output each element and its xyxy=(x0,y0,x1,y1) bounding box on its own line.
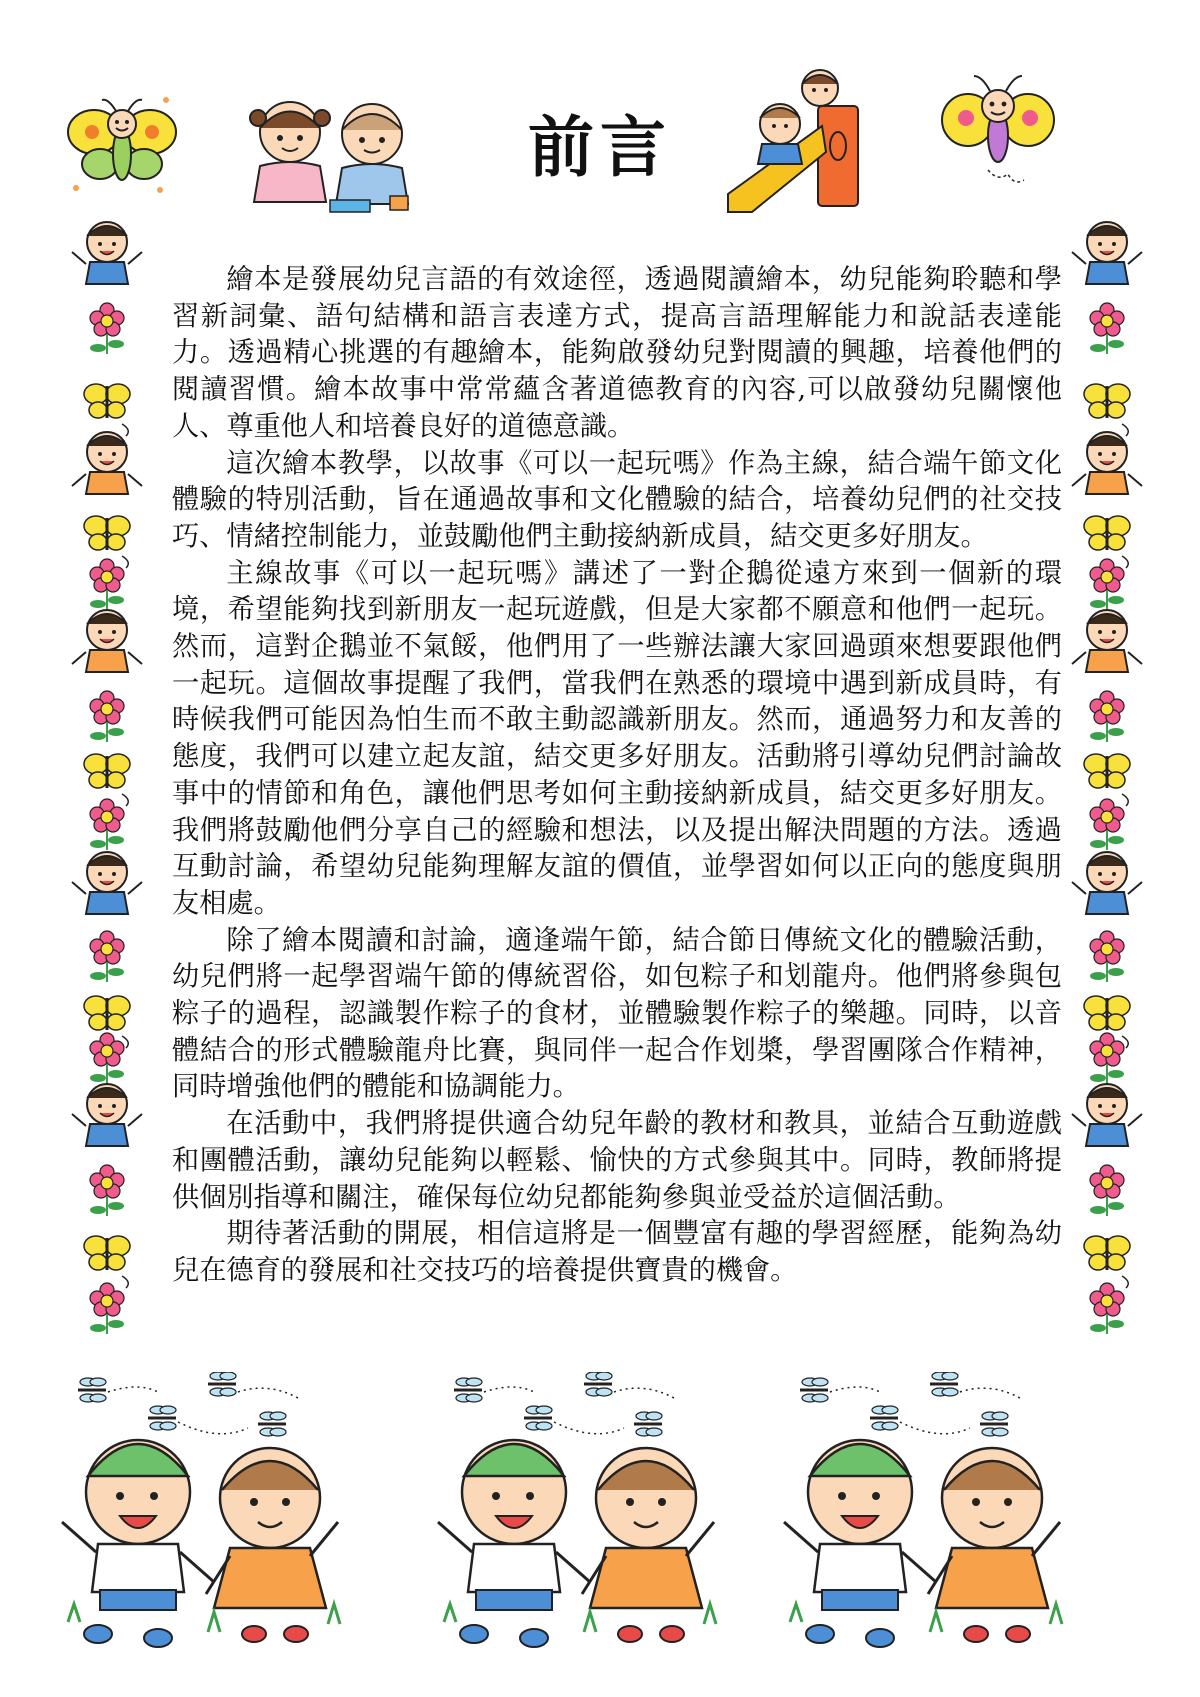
paragraph: 主線故事《可以一起玩嗎》講述了一對企鵝從遠方來到一個新的環境，希望能夠找到新朋友一起玩遊戲，但是大家都不願意和他們一起玩。然而，這對企鵝並不氣餒，他們用了一些辦法讓大家回過頭來想要跟他們一起玩。這個故事提醒了我們，當我們在熟悉的環境中遇到新成員時，有時候我們可能因為怕生而不敢主動認識新朋友。然而，通過努力和友善的態度，我們可以建立起友誼，結交更多好朋友。活動將引導幼兒們討論故事中的情節和角色，讓他們思考如何主動接納新成員，結交更多好朋友。我們將鼓勵他們分享自己的經驗和想法，以及提出解決問題的方法。透過互動討論，希望幼兒能夠理解友誼的價值，並學習如何以正向的態度與朋友相處。 xyxy=(172,557,1062,919)
butterfly-icon xyxy=(62,92,182,202)
page-title: 前言 xyxy=(528,109,672,186)
paragraph: 期待著活動的開展，相信這將是一個豐富有趣的學習經歷，能夠為幼兒在德育的發展和社交技巧的培養提供寶貴的機會。 xyxy=(172,1218,1062,1286)
paragraph: 除了繪本閱讀和討論，適逢端午節，結合節日傳統文化的體驗活動，幼兒們將一起學習端午節的傳統習俗，如包粽子和划龍舟。他們將參與包粽子的過程，認識製作粽子的食材，並體驗製作粽子的樂趣。同時，以音體結合的形式體驗龍舟比賽，與同伴一起合作划槳，學習團隊合作精神，同時增強他們的體能和協調能力。 xyxy=(172,924,1062,1103)
paragraph: 在活動中，我們將提供適合幼兒年齡的教材和教具，並結合互動遊戲和團體活動，讓幼兒能夠以輕鬆、愉快的方式參與其中。同時，教師將提供個別指導和關注，確保每位幼兒都能夠參與並受益於這個活動。 xyxy=(172,1108,1062,1213)
left-decorative-border xyxy=(62,218,152,1348)
children-playing-icon xyxy=(240,90,430,220)
body-text xyxy=(172,262,1062,1290)
slide-children-icon xyxy=(718,66,878,216)
paragraph: 繪本是發展幼兒言語的有效途徑，透過閱讀繪本，幼兒能夠聆聽和學習新詞彙、語句結構和語言表達方式，提高言語理解能力和說話表達能力。透過精心挑選的有趣繪本，能夠啟發幼兒對閱讀的興趣，培養他們的閱讀習慣。繪本故事中常常蘊含著道德教育的內容,可以啟發幼兒關懷他人、尊重他人和培養良好的道德意識。 xyxy=(172,264,1062,442)
butterfly-icon xyxy=(938,70,1058,190)
right-decorative-border xyxy=(1062,218,1152,1348)
paragraph: 這次繪本教學，以故事《可以一起玩嗎》作為主線，結合端午節文化體驗的特別活動，旨在通過故事和文化體驗的結合，培養幼兒們的社交技巧、情緒控制能力，並鼓勵他們主動接納新成員，結交更多好朋友。 xyxy=(172,447,1062,552)
kids-dragonflies-icon xyxy=(58,1372,1138,1652)
